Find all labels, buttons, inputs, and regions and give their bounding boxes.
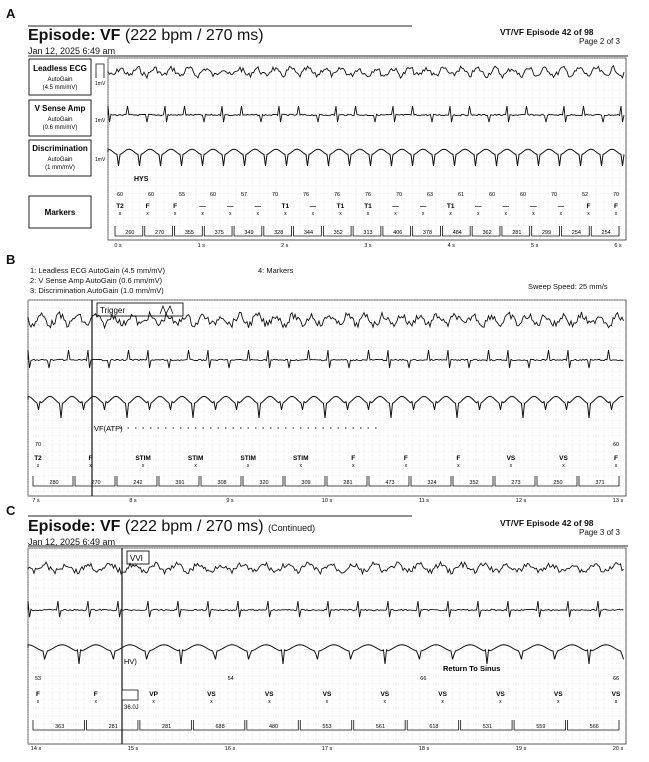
a-interval: 254 <box>601 230 611 236</box>
a-time-tick: 3 s <box>364 243 372 249</box>
c-discrimination-trace <box>28 645 624 664</box>
b-marker-tick: x <box>141 463 145 469</box>
a-marker-code: T1 <box>281 203 290 210</box>
a-marker-rate: 76 <box>364 192 372 198</box>
c-marker-tick: x <box>36 699 40 705</box>
c-marker-code: VS <box>207 691 216 698</box>
b-legend-markers: 4: Markers <box>258 266 294 275</box>
b-time-tick: 7 s <box>32 498 40 504</box>
a-marker-tick: x <box>504 211 508 217</box>
c-marker-rate: 66 <box>420 676 427 682</box>
b-legend-1: 1: Leadless ECG AutoGain (4.5 mm/mV) <box>30 266 166 275</box>
a-marker-tick: x <box>366 211 370 217</box>
b-marker-code: STIM <box>240 455 256 462</box>
b-interval: 391 <box>175 480 185 486</box>
b-time-tick: 12 s <box>515 498 527 504</box>
c-marker-rate: 66 <box>612 676 620 682</box>
c-marker-code: VP <box>149 691 158 698</box>
b-marker-tick: x <box>562 463 565 469</box>
a-marker-tick: x <box>614 211 618 217</box>
b-time-tick: 13 s <box>612 498 624 504</box>
a-marker-code: F <box>145 203 150 210</box>
b-time-tick: 9 s <box>226 498 234 504</box>
c-marker-code: F <box>36 691 40 698</box>
b-marker-code: T2 <box>34 455 42 462</box>
b-vf-atp-label: VF(ATP) <box>94 424 123 433</box>
b-legend-2: 2: V Sense Amp AutoGain (0.6 mm/mV) <box>30 276 163 285</box>
a-interval: 352 <box>333 230 343 236</box>
c-hv-label: HV) <box>124 657 137 666</box>
a-mv-2: 1mV <box>95 118 106 124</box>
a-marker-rate: 70 <box>550 192 558 198</box>
a-interval: 484 <box>452 230 462 236</box>
a-marker-code: — <box>502 203 510 210</box>
b-interval: 308 <box>217 480 227 486</box>
a-marker-tick: x <box>173 211 177 217</box>
b-marker-code: F <box>456 455 461 462</box>
panel-c-continued: (Continued) <box>268 523 316 533</box>
c-interval: 531 <box>482 724 492 730</box>
panel-a-episode-info: VT/VF Episode 42 of 98 <box>500 27 594 37</box>
c-interval: 363 <box>55 724 65 730</box>
a-interval: 378 <box>422 230 433 236</box>
c-energy-label: 36.0J <box>124 705 139 711</box>
a-marker-code: — <box>199 203 206 210</box>
a-marker-code: — <box>557 203 565 210</box>
a-marker-tick: x <box>256 211 260 217</box>
b-marker-tick: x <box>509 463 513 469</box>
a-ch1-gain: AutoGain <box>47 77 73 83</box>
a-marker-tick: x <box>118 211 122 217</box>
panel-a-page: Page 2 of 3 <box>579 37 620 46</box>
a-marker-rate: 61 <box>457 192 465 198</box>
c-marker-code: F <box>93 691 98 698</box>
b-interval: 309 <box>301 480 311 486</box>
b-interval: 280 <box>49 480 59 486</box>
b-marker-rate: 70 <box>34 442 42 448</box>
a-marker-rate: 60 <box>209 192 217 198</box>
a-marker-tick: x <box>339 211 342 217</box>
b-marker-tick: x <box>614 463 618 469</box>
c-marker-tick: x <box>267 699 271 705</box>
b-marker-tick: x <box>352 463 355 469</box>
c-marker-tick: x <box>556 699 560 705</box>
panel-c-label: C <box>6 503 16 518</box>
a-marker-code: T1 <box>364 203 372 210</box>
c-time-tick: 19 s <box>515 746 527 752</box>
b-marker-tick: x <box>457 463 460 469</box>
c-marker-tick: x <box>94 699 98 705</box>
a-interval: 328 <box>274 230 284 236</box>
c-interval: 281 <box>108 724 118 730</box>
a-marker-tick: x <box>284 211 287 217</box>
a-hys-label: HYS <box>134 176 149 183</box>
a-marker-rate: 63 <box>426 192 434 198</box>
a-ch2-name: V Sense Amp <box>34 104 86 113</box>
b-interval: 270 <box>91 480 101 486</box>
c-interval: 688 <box>215 724 225 730</box>
c-interval: 480 <box>268 724 279 730</box>
b-interval: 320 <box>259 480 269 486</box>
a-marker-tick: x <box>449 211 452 217</box>
panel-c-title-rate: (222 bpm / 270 ms) <box>124 518 264 535</box>
a-marker-tick: x <box>476 211 480 217</box>
a-interval: 375 <box>214 230 224 236</box>
a-marker-tick: x <box>559 211 563 217</box>
c-vvi-label: VVI <box>130 554 143 563</box>
a-interval: 270 <box>155 230 165 236</box>
a-markers-label: Markers <box>44 208 76 217</box>
c-marker-tick: x <box>441 699 444 705</box>
c-time-tick: 18 s <box>418 746 430 752</box>
b-marker-tick: x <box>404 463 408 469</box>
a-mv-3: 1mV <box>95 157 106 163</box>
a-marker-code: — <box>474 203 482 210</box>
a-marker-tick: x <box>201 211 204 217</box>
a-time-tick: 0 s <box>114 243 122 249</box>
a-marker-code: F <box>614 203 618 210</box>
b-interval: 324 <box>427 480 437 486</box>
a-marker-code: T2 <box>116 203 124 210</box>
c-interval: 559 <box>536 724 546 730</box>
a-marker-rate: 76 <box>333 192 341 198</box>
panel-c-episode-info: VT/VF Episode 42 of 98 <box>500 518 594 528</box>
a-marker-code: — <box>254 203 262 210</box>
a-marker-tick: x <box>587 211 590 217</box>
a-marker-rate: 70 <box>395 192 403 198</box>
b-marker-code: F <box>403 455 408 462</box>
panel-c-date: Jan 12, 2025 6:49 am <box>28 537 116 547</box>
c-marker-code: VS <box>380 691 390 698</box>
b-marker-code: STIM <box>187 455 204 462</box>
c-marker-rate: 54 <box>227 676 234 682</box>
c-interval: 281 <box>162 724 172 730</box>
a-ch3-name: Discrimination <box>32 144 88 153</box>
a-marker-tick: x <box>228 211 232 217</box>
a-interval: 299 <box>541 230 552 236</box>
a-ch2-gain: AutoGain <box>47 117 73 123</box>
b-time-tick: 10 s <box>321 498 333 504</box>
panel-a-date: Jan 12, 2025 6:49 am <box>28 46 116 56</box>
a-interval: 313 <box>363 230 373 236</box>
c-marker-tick: x <box>210 699 213 705</box>
a-ch1-name: Leadless ECG <box>33 64 87 73</box>
a-marker-code: F <box>586 203 591 210</box>
a-marker-rate: 70 <box>271 192 279 198</box>
b-interval: 371 <box>595 480 605 486</box>
a-ch3-scale: (1 mm/mV) <box>45 165 75 171</box>
c-marker-tick: x <box>152 699 155 705</box>
a-marker-rate: 57 <box>240 192 248 198</box>
b-marker-tick: x <box>246 463 250 469</box>
a-marker-code: — <box>530 203 537 210</box>
b-marker-code: F <box>88 455 93 462</box>
a-marker-rate: 70 <box>612 192 620 198</box>
b-time-tick: 8 s <box>129 498 137 504</box>
a-marker-code: F <box>173 203 178 210</box>
b-marker-tick: x <box>36 463 40 469</box>
a-marker-code: — <box>419 203 427 210</box>
b-trigger-label: Trigger <box>100 306 126 315</box>
a-time-tick: 4 s <box>447 243 456 249</box>
c-time-tick: 17 s <box>321 746 333 752</box>
c-return-to-sinus: Return To Sinus <box>443 664 501 673</box>
c-marker-code: VS <box>438 691 447 698</box>
a-marker-code: — <box>309 203 317 210</box>
b-marker-code: F <box>614 455 618 462</box>
a-marker-rate: 60 <box>116 192 124 198</box>
a-interval: 362 <box>482 230 492 236</box>
c-marker-code: VS <box>264 691 274 698</box>
c-interval: 553 <box>322 724 332 730</box>
panel-c-title-main: Episode: VF <box>28 518 121 535</box>
b-interval: 273 <box>511 480 521 486</box>
c-marker-rate: 53 <box>34 676 42 682</box>
panel-a-title-rate: (222 bpm / 270 ms) <box>124 27 264 44</box>
a-ch1-scale: (4.5 mm/mV) <box>42 85 78 91</box>
a-mv-1: 1mV <box>95 81 106 87</box>
c-time-tick: 14 s <box>30 746 42 752</box>
b-marker-tick: x <box>89 463 92 469</box>
b-marker-tick: x <box>299 463 302 469</box>
b-sweep-speed: Sweep Speed: 25 mm/s <box>528 282 608 291</box>
b-marker-code: F <box>351 455 356 462</box>
a-marker-rate: 60 <box>147 192 155 198</box>
a-marker-rate: 52 <box>581 192 589 198</box>
c-interval: 566 <box>589 724 599 730</box>
a-interval: 349 <box>244 230 254 236</box>
a-marker-tick: x <box>311 211 315 217</box>
a-marker-tick: x <box>146 211 149 217</box>
b-time-tick: 11 s <box>419 498 429 504</box>
a-interval: 254 <box>571 230 581 236</box>
a-interval: 344 <box>303 230 314 236</box>
panel-a-title-main: Episode: VF <box>28 27 121 44</box>
a-time-tick: 5 s <box>530 243 539 249</box>
a-time-tick: 6 s <box>614 243 622 249</box>
a-marker-code: — <box>392 203 399 210</box>
a-marker-code: T1 <box>446 203 455 210</box>
a-marker-code: — <box>226 203 234 210</box>
b-marker-code: STIM <box>135 455 151 462</box>
c-marker-code: VS <box>496 691 505 698</box>
c-time-tick: 16 s <box>224 746 236 752</box>
a-marker-rate: 76 <box>302 192 310 198</box>
b-marker-code: VS <box>506 455 516 462</box>
c-marker-code: VS <box>611 691 621 698</box>
a-marker-tick: x <box>421 211 425 217</box>
a-marker-rate: 60 <box>488 192 496 198</box>
b-interval: 250 <box>553 480 563 486</box>
a-time-tick: 1 s <box>197 243 206 249</box>
a-interval: 406 <box>393 230 403 236</box>
a-marker-rate: 60 <box>519 192 527 198</box>
a-marker-tick: x <box>394 211 397 217</box>
panel-a-label: A <box>6 6 16 21</box>
c-interval: 618 <box>429 724 439 730</box>
c-interval: 561 <box>375 724 386 730</box>
panel-b-label: B <box>6 252 16 267</box>
b-marker-rate: 60 <box>612 442 620 448</box>
a-marker-tick: x <box>532 211 535 217</box>
b-marker-code: VS <box>559 455 568 462</box>
b-legend-3: 3: Discrimination AutoGain (1.0 mm/mV) <box>30 286 164 295</box>
c-marker-code: VS <box>553 691 563 698</box>
b-interval: 473 <box>385 480 395 486</box>
c-time-tick: 20 s <box>612 746 624 752</box>
c-marker-tick: x <box>614 699 618 705</box>
c-marker-tick: x <box>383 699 387 705</box>
c-marker-code: VS <box>322 691 332 698</box>
a-interval: 355 <box>184 230 195 236</box>
c-marker-tick: x <box>325 699 329 705</box>
b-marker-code: STIM <box>292 455 309 462</box>
b-marker-tick: x <box>194 463 197 469</box>
c-v-sense-trace <box>28 601 624 617</box>
a-interval: 281 <box>512 230 522 236</box>
b-interval: 242 <box>133 480 143 486</box>
a-ch3-gain: AutoGain <box>47 157 73 163</box>
a-interval: 260 <box>125 230 135 236</box>
a-ch2-scale: (0.6 mm/mV) <box>42 125 78 131</box>
b-interval: 281 <box>343 480 353 486</box>
a-time-tick: 2 s <box>280 243 289 249</box>
b-interval: 352 <box>469 480 479 486</box>
panel-c-page: Page 3 of 3 <box>579 528 620 537</box>
a-marker-rate: 55 <box>178 192 186 198</box>
a-marker-code: T1 <box>336 203 345 210</box>
c-time-tick: 15 s <box>127 746 139 752</box>
c-marker-tick: x <box>499 699 502 705</box>
